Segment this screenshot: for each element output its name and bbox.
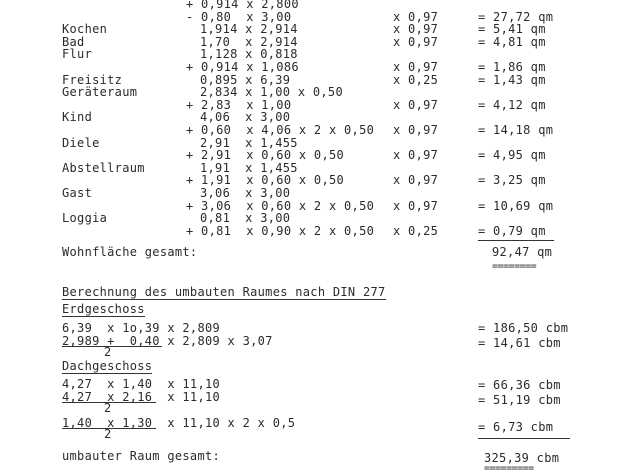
row-calc: 0,81 x 3,00 — [200, 211, 291, 226]
umbauter-raum-label: umbauter Raum gesamt: — [62, 449, 221, 463]
row-factor: x 0,97 — [393, 22, 439, 37]
dg-line-2: 4,27 x 2,16 x 11,10 — [62, 390, 221, 404]
umbauter-raum-result: 325,39 cbm — [484, 451, 560, 465]
eg-fraction-bar — [62, 346, 162, 347]
row-result: = 4,95 qm — [478, 148, 546, 163]
row-factor: x 0,97 — [393, 148, 439, 163]
eg-line-2: 2,989 + 0,40 x 2,809 x 3,07 — [62, 334, 273, 348]
row-result: = 0,79 qm — [478, 223, 546, 238]
dg-divisor-1: 2 — [104, 401, 112, 415]
row-calc: 1,91 x 1,455 — [200, 160, 298, 175]
row-factor: x 0,97 — [393, 34, 439, 49]
row-factor: x 0,97 — [393, 198, 439, 213]
row-factor: x 0,97 — [393, 173, 439, 188]
row-label: Bad — [62, 34, 85, 49]
eg-divisor: 2 — [104, 345, 112, 359]
row-factor: x 0,97 — [393, 123, 439, 137]
wohnflaeche-label: Wohnfläche gesamt: — [62, 245, 198, 259]
row-result: = 1,86 qm — [478, 60, 546, 74]
row-label: Flur — [62, 47, 93, 62]
wohnflaeche-double-rule: ======== — [492, 261, 537, 272]
umbauter-raum-double-rule: ========= — [484, 463, 534, 474]
row-label: Abstellraum — [62, 160, 145, 175]
dg-line-2-result: = 51,19 cbm — [478, 393, 561, 407]
row-calc: + 3,06 x 0,60 x 2 x 0,50 — [186, 198, 375, 213]
eg-line-2-result: = 14,61 cbm — [478, 336, 561, 350]
dg-line-1: 4,27 x 1,40 x 11,10 — [62, 377, 221, 391]
berechnung-title: Berechnung des umbauten Raumes nach DIN 277 — [62, 285, 386, 299]
row-result: = 27,72 qm — [478, 9, 554, 24]
row-calc: 3,06 x 3,00 — [200, 186, 291, 200]
dg-line-1-result: = 66,36 cbm — [478, 378, 561, 392]
row-result: = 3,25 qm — [478, 173, 546, 188]
row-calc: + 0,914 x 2,800 — [186, 0, 299, 11]
row-result: = 5,41 qm — [478, 22, 546, 37]
row-label: Kind — [62, 110, 93, 125]
row-calc: + 0,914 x 1,086 — [186, 60, 299, 74]
row-calc: 2,91 x 1,455 — [200, 135, 298, 150]
row-calc: + 2,83 x 1,00 — [186, 97, 292, 112]
row-calc: + 0,60 x 4,06 x 2 x 0,50 — [186, 123, 375, 137]
eg-line-1-result: = 186,50 cbm — [478, 321, 569, 335]
row-label: Freisitz — [62, 72, 123, 87]
row-result: = 1,43 qm — [478, 72, 546, 87]
row-label: Geräteraum — [62, 85, 138, 100]
erdgeschoss-heading: Erdgeschoss — [62, 302, 145, 316]
row-factor: x 0,25 — [393, 223, 439, 238]
row-factor: x 0,97 — [393, 97, 439, 112]
row-result: = 14,18 qm — [478, 123, 554, 137]
row-calc: 1,70 x 2,914 — [200, 34, 298, 49]
row-calc: 1,914 x 2,914 — [200, 22, 298, 37]
sum-rule-cbm — [478, 438, 570, 439]
eg-line-1: 6,39 x 1o,39 x 2,809 — [62, 321, 221, 335]
row-calc: 1,128 x 0,818 — [200, 47, 298, 62]
row-result: = 4,81 qm — [478, 34, 546, 49]
row-factor: x 0,97 — [393, 9, 439, 24]
row-factor: x 0,97 — [393, 60, 439, 74]
row-calc: - 0,80 x 3,00 — [186, 9, 292, 24]
row-calc: + 2,91 x 0,60 x 0,50 — [186, 148, 345, 163]
row-calc: + 0,81 x 0,90 x 2 x 0,50 — [186, 223, 375, 238]
row-calc: 4,06 x 3,00 — [200, 110, 291, 125]
row-label: Gast — [62, 186, 93, 200]
row-label: Loggia — [62, 211, 108, 226]
row-factor: x 0,25 — [393, 72, 439, 87]
row-calc: + 1,91 x 0,60 x 0,50 — [186, 173, 345, 188]
wohnflaeche-result: 92,47 qm — [492, 245, 553, 259]
row-result: = 10,69 qm — [478, 198, 554, 213]
row-calc: 0,895 x 6,39 — [200, 72, 291, 87]
row-label: Diele — [62, 135, 100, 150]
dachgeschoss-heading: Dachgeschoss — [62, 359, 153, 373]
row-result: = 4,12 qm — [478, 97, 546, 112]
sum-rule-qm — [478, 240, 554, 241]
row-calc: 2,834 x 1,00 x 0,50 — [200, 85, 343, 100]
row-label: Kochen — [62, 22, 108, 37]
dg-line-3-result: = 6,73 cbm — [478, 420, 554, 434]
dg-divisor-2: 2 — [104, 427, 112, 441]
dg-line-3: 1,40 x 1,30 x 11,10 x 2 x 0,5 — [62, 416, 296, 430]
